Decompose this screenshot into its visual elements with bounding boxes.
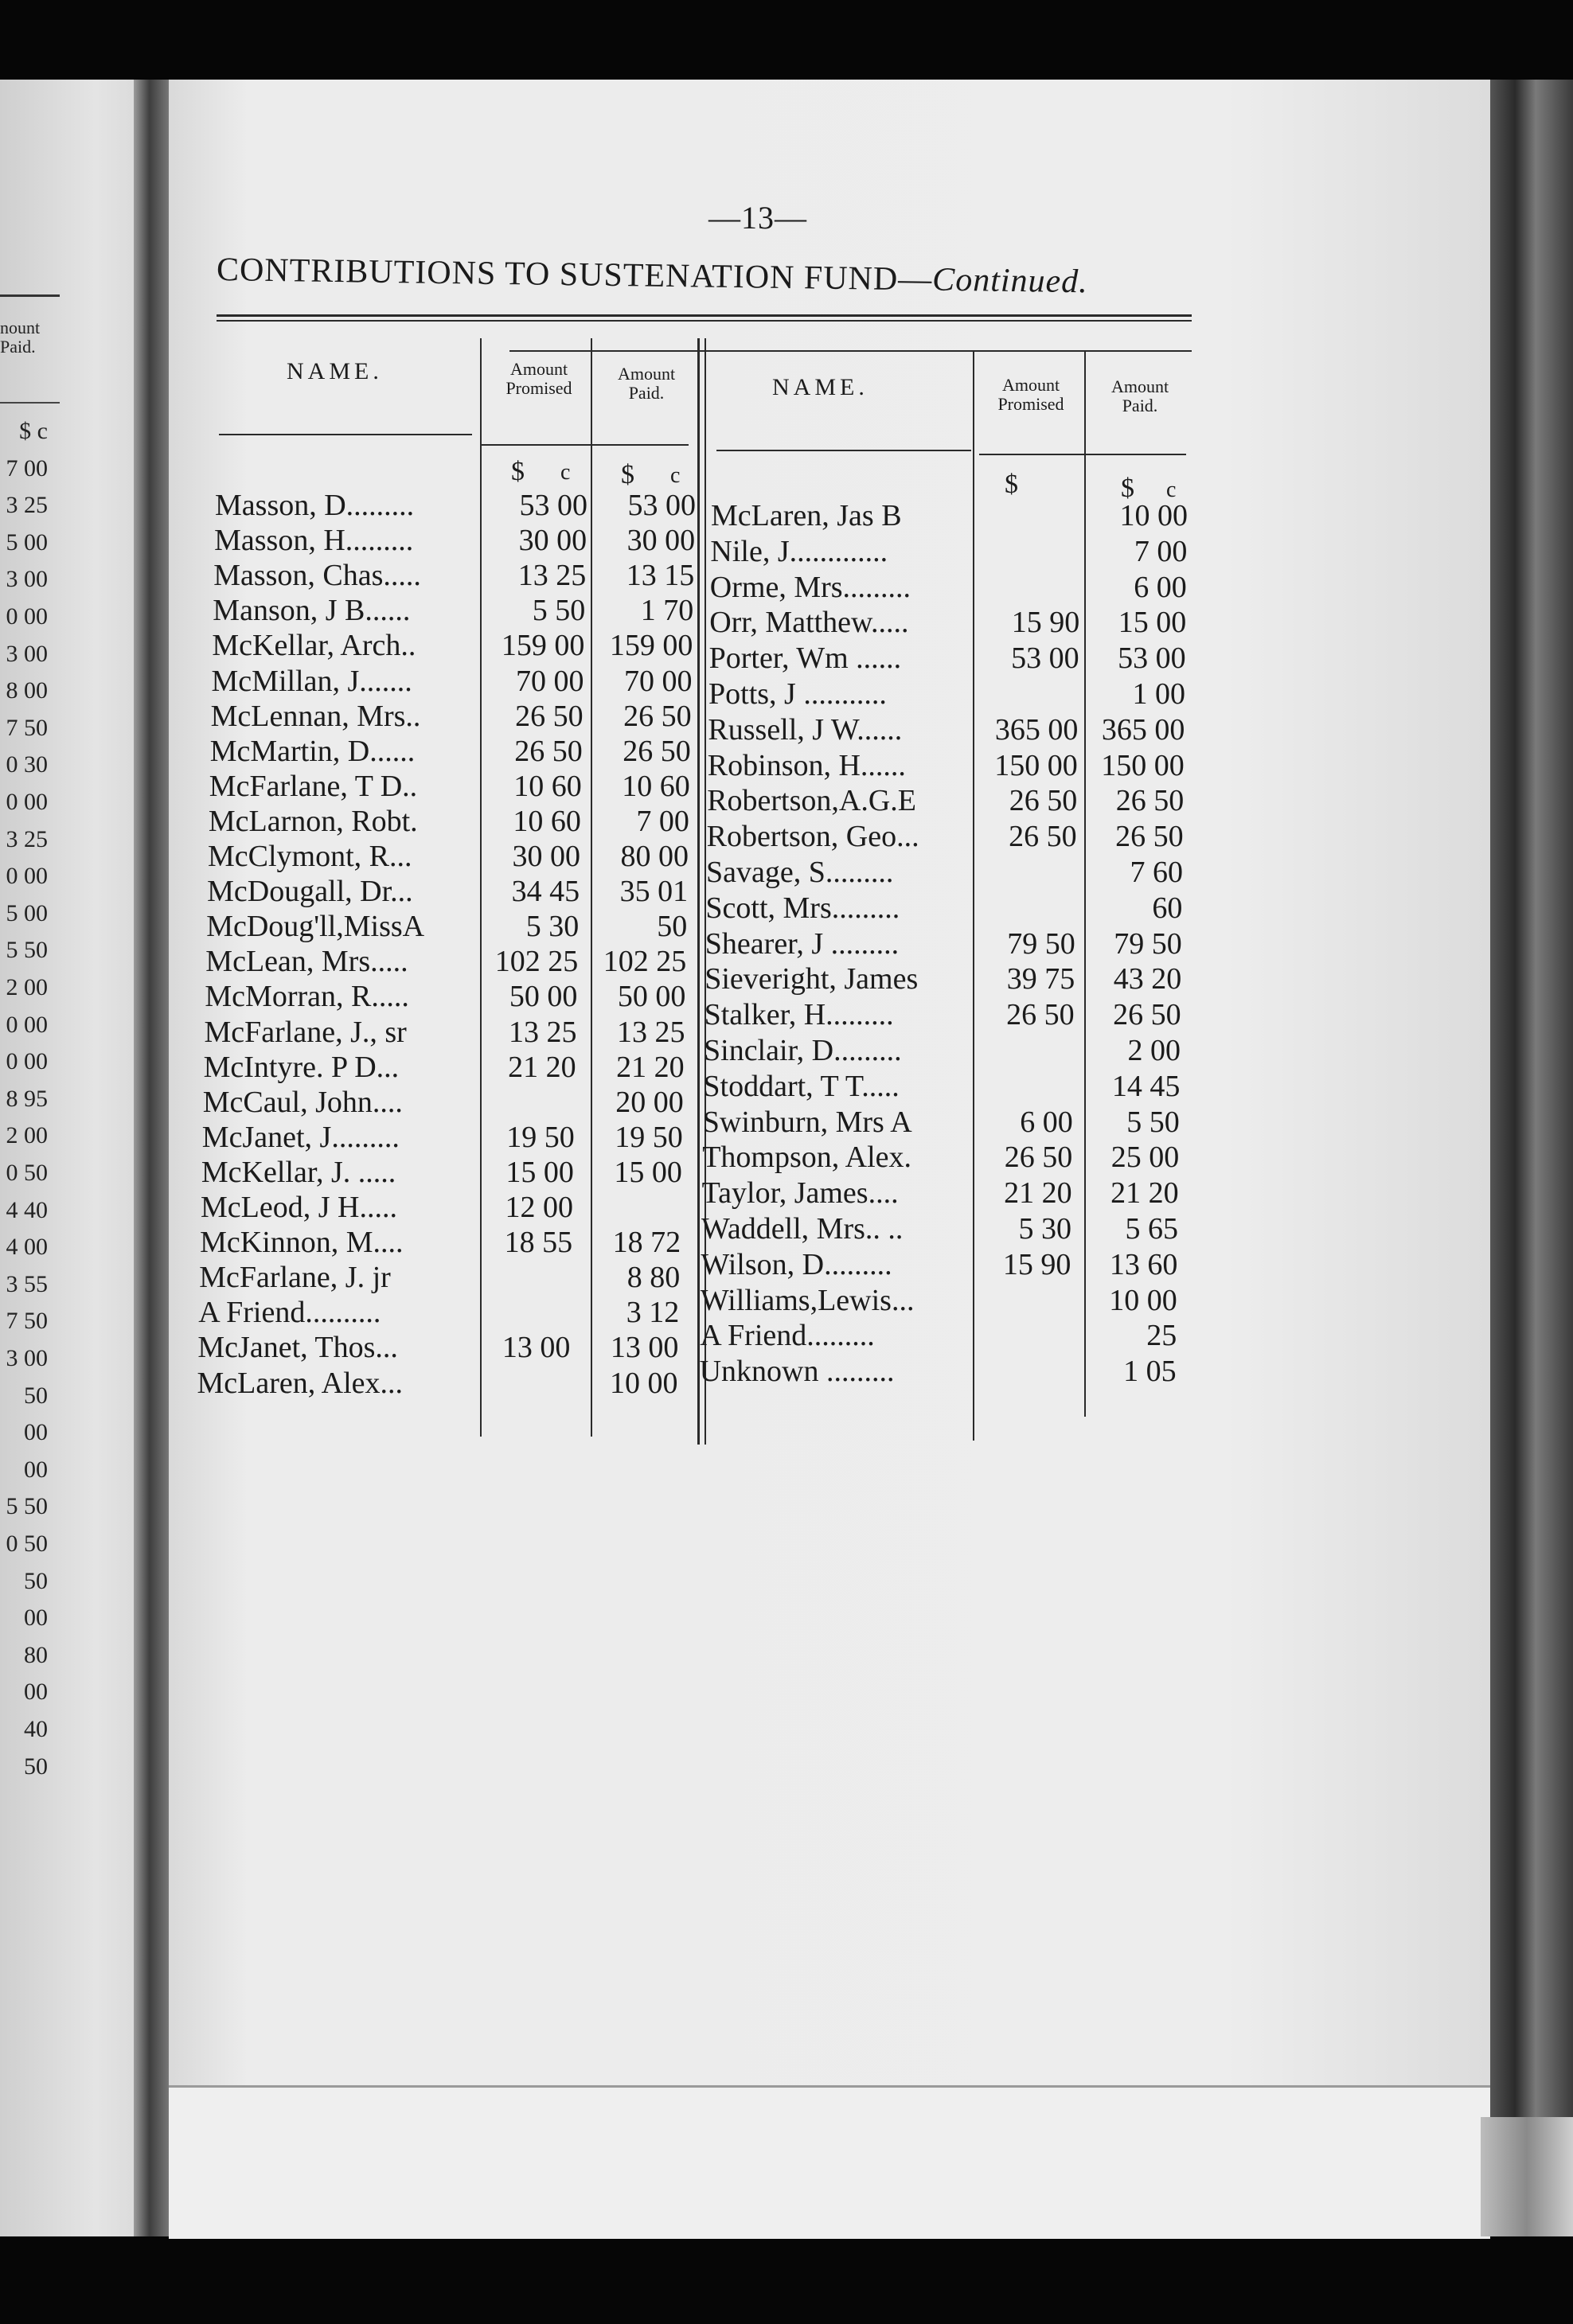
left-row-paid: 26 50 xyxy=(623,734,691,768)
right-row-name: Taylor, James.... xyxy=(701,1176,899,1211)
facing-page-rule xyxy=(0,294,60,297)
right-row-name: Robertson,A.G.E xyxy=(707,784,916,818)
right-row-promised: 150 00 xyxy=(994,748,1078,782)
left-row-promised: 15 00 xyxy=(505,1155,574,1189)
right-row-name: Potts, J ........... xyxy=(708,677,887,711)
left-row-paid: 20 00 xyxy=(615,1085,684,1119)
left-row-name: Masson, Chas..... xyxy=(213,559,421,593)
page-bottom-margin xyxy=(169,2085,1490,2239)
left-row-promised: 159 00 xyxy=(501,629,585,663)
left-row-paid: 8 80 xyxy=(626,1261,681,1295)
right-row-name: Swinburn, Mrs A xyxy=(702,1105,912,1139)
right-row-promised: 21 20 xyxy=(1004,1176,1072,1211)
right-row-promised: 26 50 xyxy=(1009,820,1077,854)
right-row-name: Orr, Matthew..... xyxy=(709,606,909,640)
left-row-paid: 3 12 xyxy=(626,1296,680,1330)
facing-page-value: 00 xyxy=(24,1679,48,1706)
left-row-name: McJanet, J......... xyxy=(201,1120,400,1154)
left-row-paid: 13 00 xyxy=(610,1331,679,1365)
facing-page-value: 00 xyxy=(24,1419,48,1446)
left-row-paid: 50 00 xyxy=(617,980,686,1014)
right-row-name: Savage, S......... xyxy=(706,856,894,889)
currency-dollar: $ xyxy=(1005,470,1018,499)
currency-dollar: $ xyxy=(1121,474,1134,503)
right-row-paid: 365 00 xyxy=(1101,712,1185,747)
facing-page-value: 8 00 xyxy=(6,677,48,704)
left-row-name: McFarlane, T D.. xyxy=(209,769,418,803)
right-row-name: Sinclair, D......... xyxy=(704,1034,902,1067)
left-row-promised: 5 30 xyxy=(525,910,580,944)
title-rule-double xyxy=(217,320,1192,322)
facing-page-value: 0 00 xyxy=(6,863,48,890)
right-row-paid: 60 xyxy=(1152,891,1183,925)
header-promised-right-1: Amount xyxy=(1001,375,1060,395)
left-row-paid: 53 00 xyxy=(627,489,696,522)
right-row-paid: 6 00 xyxy=(1134,570,1187,604)
header-underline xyxy=(716,450,971,451)
right-row-name: Thompson, Alex. xyxy=(702,1141,912,1175)
facing-page-value: 3 00 xyxy=(6,566,48,593)
left-row-name: McLaren, Alex... xyxy=(197,1366,404,1400)
left-row-paid: 13 25 xyxy=(617,1015,685,1049)
header-underline xyxy=(219,434,472,435)
facing-page-value: 7 00 xyxy=(6,454,48,482)
facing-page-value: 3 55 xyxy=(6,1270,48,1297)
right-row-promised: 15 90 xyxy=(1011,606,1080,640)
facing-page-value: 3 25 xyxy=(6,492,48,519)
left-row-paid: 35 01 xyxy=(619,875,689,909)
header-paid-right xyxy=(1088,377,1192,415)
left-row-name: Manson, J B...... xyxy=(213,594,411,628)
right-row-paid: 21 20 xyxy=(1110,1176,1179,1211)
left-row-promised: 21 20 xyxy=(508,1050,576,1084)
facing-page-value: 50 xyxy=(24,1753,48,1780)
left-row-name: McMillan, J....... xyxy=(211,664,412,698)
facing-page-value: 0 50 xyxy=(6,1160,48,1186)
facing-page-value: 0 30 xyxy=(6,751,48,778)
left-row-name: McClymont, R... xyxy=(208,840,412,873)
left-row-promised: 30 00 xyxy=(518,524,587,558)
right-row-name: Robertson, Geo... xyxy=(706,820,919,854)
header-underline xyxy=(979,454,1186,455)
right-row-paid: 2 00 xyxy=(1127,1034,1181,1067)
facing-page-value: 3 00 xyxy=(6,640,48,667)
left-row-paid: 159 00 xyxy=(609,629,693,663)
header-paid-right-1: Amount xyxy=(1110,376,1169,396)
header-promised-left-1: Amount xyxy=(509,359,568,379)
title-continued: Continued. xyxy=(931,261,1089,301)
currency-cent: c xyxy=(560,460,571,485)
left-row-paid: 19 50 xyxy=(615,1120,683,1154)
left-row-promised: 18 55 xyxy=(504,1226,573,1260)
facing-page-value: 00 xyxy=(24,1605,48,1632)
facing-page-value: 50 xyxy=(24,1382,48,1409)
left-row-promised: 12 00 xyxy=(505,1191,573,1224)
right-row-promised: 15 90 xyxy=(1002,1247,1071,1281)
right-row-name: Scott, Mrs......... xyxy=(705,891,900,925)
left-row-name: McKinnon, M.... xyxy=(200,1226,404,1260)
right-row-paid: 5 50 xyxy=(1126,1105,1180,1139)
facing-page-value: 2 00 xyxy=(6,974,48,1000)
right-row-promised: 79 50 xyxy=(1007,926,1075,961)
left-row-paid: 7 00 xyxy=(636,804,689,838)
right-row-promised: 26 50 xyxy=(1006,998,1075,1032)
currency-dollar: $ xyxy=(511,457,525,486)
facing-page-value: $ c xyxy=(19,418,48,444)
left-row-name: McDougall, Dr... xyxy=(207,875,413,909)
right-row-name: A Friend......... xyxy=(700,1319,875,1353)
facing-page-value: 5 00 xyxy=(6,528,48,556)
left-row-paid: 10 00 xyxy=(610,1366,678,1400)
right-row-paid: 53 00 xyxy=(1118,641,1186,676)
right-row-paid: 150 00 xyxy=(1101,748,1185,782)
left-row-promised: 26 50 xyxy=(515,699,584,733)
header-paid-left-2: Paid. xyxy=(628,383,665,403)
right-row-promised: 26 50 xyxy=(1004,1141,1073,1175)
right-row-promised: 26 50 xyxy=(1009,784,1078,818)
page-number: —13— xyxy=(708,200,807,236)
header-promised-left-2: Promised xyxy=(505,378,572,398)
left-row-name: McLennan, Mrs.. xyxy=(210,699,421,733)
book-gutter xyxy=(134,80,169,2236)
right-row-promised: 53 00 xyxy=(1011,641,1079,676)
right-row-name: Shearer, J ......... xyxy=(705,926,900,961)
header-paid-left-1: Amount xyxy=(617,364,676,384)
left-row-paid: 10 60 xyxy=(622,769,690,803)
left-row-paid: 1 70 xyxy=(640,594,694,628)
left-row-paid: 50 xyxy=(657,910,688,944)
column-divider xyxy=(697,338,700,1445)
left-row-promised: 50 00 xyxy=(509,980,578,1014)
facing-header-line1: nount xyxy=(0,318,41,337)
facing-page-value: 5 00 xyxy=(6,899,48,926)
right-row-paid: 1 05 xyxy=(1123,1355,1177,1389)
right-row-name: Orme, Mrs......... xyxy=(709,570,911,604)
right-row-paid: 7 00 xyxy=(1134,534,1188,568)
right-row-name: Wilson, D......... xyxy=(701,1247,892,1281)
left-row-name: McLean, Mrs..... xyxy=(205,945,408,979)
header-name-left: NAME. xyxy=(287,358,383,384)
facing-page-value: 80 xyxy=(24,1641,48,1668)
right-row-paid: 1 00 xyxy=(1132,677,1185,711)
right-row-promised: 5 30 xyxy=(1018,1212,1071,1246)
right-row-paid: 26 50 xyxy=(1115,784,1185,818)
header-paid-left xyxy=(595,365,698,403)
left-row-name: McLeod, J H..... xyxy=(201,1191,397,1224)
left-row-name: McKellar, Arch.. xyxy=(212,629,416,663)
facing-page-value: 5 50 xyxy=(6,937,48,964)
left-row-promised: 34 45 xyxy=(511,875,580,909)
currency-cent: c xyxy=(670,463,681,488)
left-row-name: McMorran, R..... xyxy=(205,980,409,1014)
title-main: CONTRIBUTIONS TO SUSTENATION FUND— xyxy=(216,252,933,298)
left-row-name: McCaul, John.... xyxy=(202,1085,403,1119)
left-row-name: A Friend.......... xyxy=(198,1296,381,1330)
facing-page-value: 2 00 xyxy=(6,1122,48,1149)
left-row-promised: 70 00 xyxy=(516,664,584,698)
header-underline xyxy=(482,444,689,446)
left-row-name: Masson, H......... xyxy=(214,524,414,558)
facing-page-column-header xyxy=(0,318,40,357)
header-name-right: NAME. xyxy=(772,374,868,400)
left-row-paid: 26 50 xyxy=(623,699,692,733)
right-row-name: Robinson, H...... xyxy=(707,748,906,782)
right-row-paid: 26 50 xyxy=(1113,998,1181,1032)
left-row-name: McLarnon, Robt. xyxy=(208,804,418,838)
right-row-paid: 13 60 xyxy=(1109,1247,1178,1281)
left-row-paid: 18 72 xyxy=(612,1226,681,1260)
right-row-promised: 6 00 xyxy=(1020,1105,1073,1139)
facing-page-value: 3 25 xyxy=(6,825,48,852)
left-row-promised: 5 50 xyxy=(532,594,586,628)
right-row-name: Williams,Lewis... xyxy=(700,1283,915,1317)
right-row-paid: 26 50 xyxy=(1115,820,1184,854)
right-row-paid: 25 00 xyxy=(1110,1141,1180,1175)
header-top-rule xyxy=(509,350,1192,352)
left-row-promised: 10 60 xyxy=(513,804,581,838)
book-edge-foot xyxy=(1481,2117,1573,2236)
left-row-name: McDoug'll,MissA xyxy=(206,910,425,944)
header-promised-right xyxy=(979,376,1083,414)
left-row-name: McIntyre. P D... xyxy=(203,1050,400,1084)
left-row-promised: 26 50 xyxy=(514,734,583,768)
right-row-name: Waddell, Mrs.. .. xyxy=(701,1212,904,1246)
facing-page-value: 0 00 xyxy=(6,603,48,630)
left-row-paid: 102 25 xyxy=(603,945,687,979)
facing-page-value: 4 00 xyxy=(6,1234,48,1261)
right-row-paid: 10 00 xyxy=(1119,499,1188,532)
facing-page-value: 7 50 xyxy=(6,1308,48,1335)
facing-page-value: 50 xyxy=(24,1567,48,1594)
currency-dollar: $ xyxy=(621,460,634,489)
left-row-promised: 13 25 xyxy=(509,1015,577,1049)
left-row-name: Masson, D......... xyxy=(215,489,415,522)
right-row-name: Stoddart, T T..... xyxy=(703,1069,900,1103)
right-row-name: Unknown ......... xyxy=(699,1355,895,1389)
left-row-name: McMartin, D...... xyxy=(209,734,416,768)
header-paid-right-2: Paid. xyxy=(1122,396,1158,415)
right-row-paid: 10 00 xyxy=(1109,1283,1177,1317)
facing-page-value: 4 40 xyxy=(6,1196,48,1223)
left-row-name: McJanet, Thos... xyxy=(197,1331,398,1365)
left-row-promised: 53 00 xyxy=(519,489,587,522)
left-row-name: McKellar, J. ..... xyxy=(201,1155,396,1189)
facing-header-line2: Paid. xyxy=(0,337,36,357)
currency-cent: c xyxy=(1166,478,1177,502)
facing-page-value: 0 50 xyxy=(6,1530,48,1557)
left-row-paid: 70 00 xyxy=(624,664,693,698)
right-row-name: Porter, Wm ...... xyxy=(708,641,902,676)
left-row-name: McFarlane, J., sr xyxy=(204,1015,407,1049)
left-row-promised: 30 00 xyxy=(512,840,580,873)
facing-page-value: 7 50 xyxy=(6,714,48,741)
facing-page-value: 3 00 xyxy=(6,1345,48,1371)
header-promised-right-2: Promised xyxy=(997,394,1064,414)
left-row-paid: 15 00 xyxy=(614,1155,682,1189)
title-rule xyxy=(217,314,1192,317)
right-row-name: Russell, J W...... xyxy=(708,712,903,747)
left-row-paid: 13 15 xyxy=(626,559,695,593)
left-row-promised: 19 50 xyxy=(506,1120,575,1154)
right-row-name: Stalker, H......... xyxy=(704,998,894,1032)
facing-page-value: 5 50 xyxy=(6,1493,48,1520)
facing-page-value: 0 00 xyxy=(6,1048,48,1075)
book-edge xyxy=(1490,80,1573,2236)
right-row-paid: 7 60 xyxy=(1130,856,1183,889)
right-row-paid: 43 20 xyxy=(1113,962,1182,996)
right-row-paid: 14 45 xyxy=(1111,1069,1181,1103)
facing-page-value: 8 95 xyxy=(6,1085,48,1112)
facing-page-value: 0 00 xyxy=(6,1011,48,1038)
facing-page-rule xyxy=(0,402,60,404)
facing-page-value: 00 xyxy=(24,1456,48,1483)
right-row-paid: 25 xyxy=(1146,1319,1177,1353)
right-row-name: Sieveright, James xyxy=(705,962,919,996)
right-row-name: McLaren, Jas B xyxy=(711,499,902,532)
right-row-paid: 79 50 xyxy=(1114,926,1182,961)
right-row-paid: 5 65 xyxy=(1125,1212,1178,1246)
left-row-promised: 102 25 xyxy=(494,945,579,979)
right-row-paid: 15 00 xyxy=(1118,606,1187,640)
right-row-name: Nile, J............. xyxy=(710,534,888,568)
left-row-paid: 80 00 xyxy=(620,840,689,873)
facing-page-value: 0 00 xyxy=(6,789,48,815)
left-row-name: McFarlane, J. jr xyxy=(199,1261,391,1295)
facing-page-value: 40 xyxy=(24,1716,48,1742)
left-row-promised: 13 25 xyxy=(517,559,587,593)
left-row-promised: 13 00 xyxy=(502,1331,571,1365)
right-row-promised: 365 00 xyxy=(994,712,1079,747)
header-promised-left xyxy=(487,360,591,398)
left-row-promised: 10 60 xyxy=(513,769,582,803)
left-row-paid: 30 00 xyxy=(626,524,696,558)
right-row-promised: 39 75 xyxy=(1006,962,1075,996)
left-row-paid: 21 20 xyxy=(616,1050,685,1084)
